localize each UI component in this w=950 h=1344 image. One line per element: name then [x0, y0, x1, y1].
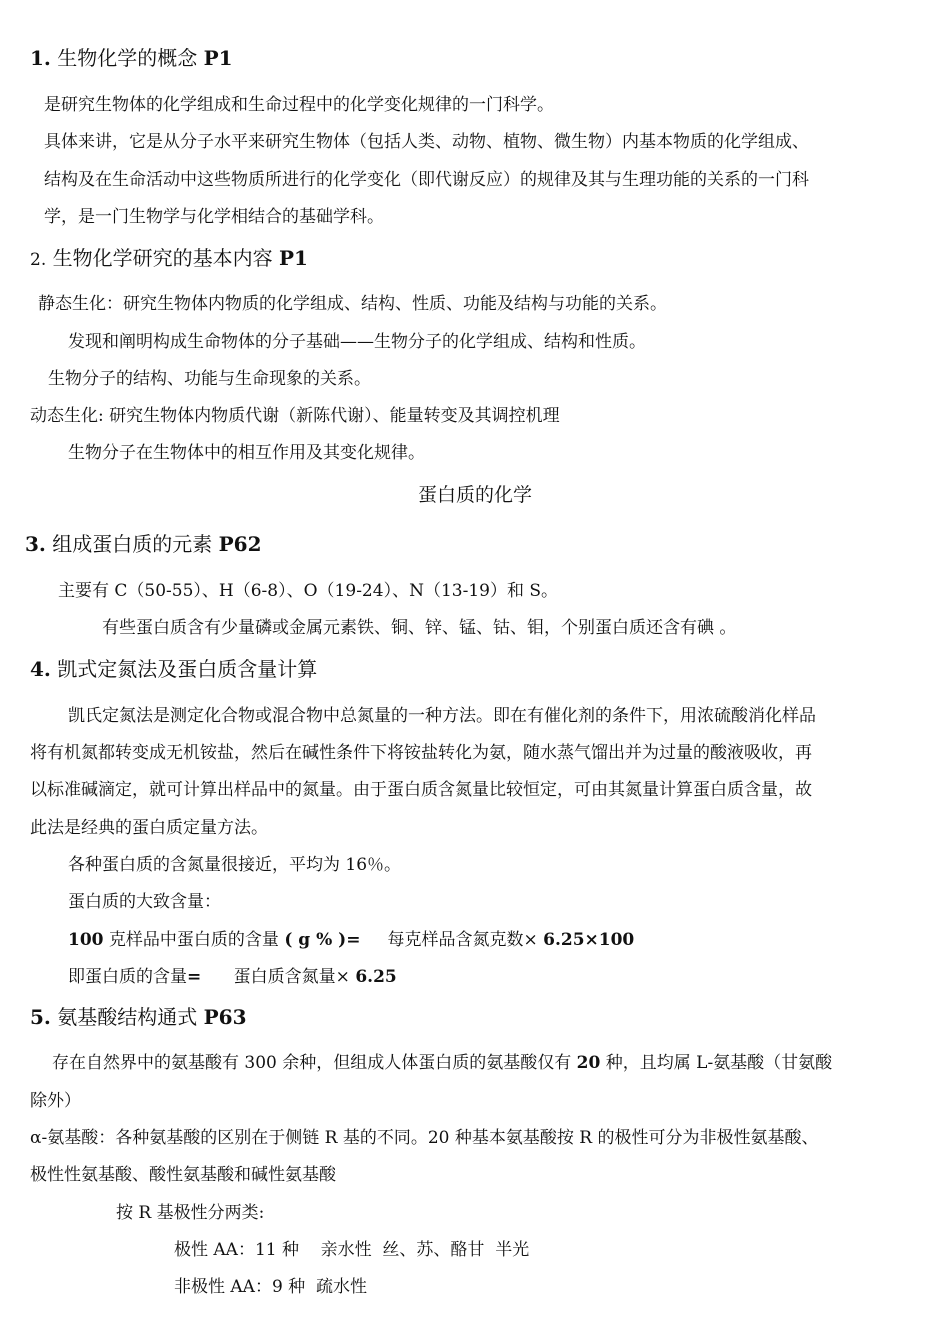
paragraph-line: 按 R 基极性分两类:	[116, 1203, 265, 1223]
section-title: 生物化学的概念	[57, 46, 198, 70]
text-part: 种，且均属 L-氨基酸（甘氨酸	[600, 1053, 833, 1073]
paragraph-line: 以标准碱滴定，就可计算出样品中的氮量。由于蛋白质含氮量比较恒定，可由其氮量计算蛋白质含量，故	[30, 780, 812, 800]
formula-part: 每克样品含氮克数×	[360, 930, 544, 950]
formula-line	[68, 966, 397, 988]
paragraph-line: 极性 AA：11 种 亲水性 丝、苏、酪甘 半光	[174, 1240, 530, 1260]
paragraph-line: 静态生化：研究生物体内物质的化学组成、结构、性质、功能及结构与功能的关系。	[38, 294, 667, 314]
section-4-heading	[30, 656, 317, 682]
section-title: 组成蛋白质的元素	[52, 532, 213, 556]
paragraph-line: α-氨基酸：各种氨基酸的区别在于侧链 R 基的不同。20 种基本氨基酸按 R 的极性可分为非极性氨基酸、	[30, 1128, 819, 1148]
formula-part: 克样品中蛋白质的含量	[103, 930, 285, 950]
formula-part: 6.25×100	[543, 930, 635, 950]
paragraph-line	[52, 1052, 832, 1074]
text-part: 20	[576, 1053, 601, 1073]
paragraph-line: 主要有 C（50-55）、H（6-8）、O（19-24）、N（13-19）和 S。	[58, 581, 558, 601]
section-title: 氨基酸结构通式	[57, 1005, 198, 1029]
paragraph-line: 极性性氨基酸、酸性氨基酸和碱性氨基酸	[30, 1165, 336, 1185]
section-number: 1.	[30, 46, 51, 70]
chapter-title: 蛋白质的化学	[417, 484, 532, 506]
paragraph-line: 凯氏定氮法是测定化合物或混合物中总氮量的一种方法。即在有催化剂的条件下，用浓硫酸消化样品	[68, 706, 816, 726]
paragraph-line	[30, 405, 560, 427]
paragraph-line: 生物分子在生物体中的相互作用及其变化规律。	[68, 443, 425, 463]
page-ref: P62	[218, 532, 262, 556]
paragraph-line: 学，是一门生物学与化学相结合的基础学科。	[44, 207, 384, 227]
text-part: 存在自然界中的氨基酸有 300 余种，但组成人体蛋白质的氨基酸仅有	[52, 1053, 577, 1073]
page-ref: P63	[203, 1005, 247, 1029]
paragraph-line: 除外）	[30, 1091, 81, 1111]
paragraph-line: 是研究生物体的化学组成和生命过程中的化学变化规律的一门科学。	[44, 95, 554, 115]
paragraph-line: 各种蛋白质的含氮量很接近，平均为 16％。	[68, 855, 402, 875]
paragraph-line: 将有机氮都转变成无机铵盐，然后在碱性条件下将铵盐转化为氨，随水蒸气馏出并为过量的酸液吸收，再	[30, 743, 812, 763]
dynamic-label: 动态生化:	[30, 406, 104, 426]
formula-line	[68, 929, 634, 951]
section-number: 3.	[25, 532, 46, 556]
formula-part: 6.25	[355, 967, 397, 987]
formula-part: 100	[68, 930, 104, 950]
paragraph-line: 具体来讲，它是从分子水平来研究生物体（包括人类、动物、植物、微生物）内基本物质的化学组成、	[44, 132, 809, 152]
section-5-heading	[30, 1004, 246, 1030]
dynamic-text: 研究生物体内物质代谢（新陈代谢）、能量转变及其调控机理	[103, 406, 560, 426]
section-number: 2.	[30, 250, 47, 270]
paragraph-line: 此法是经典的蛋白质定量方法。	[30, 818, 268, 838]
section-title: 生物化学研究的基本内容	[52, 246, 273, 270]
section-3-heading	[25, 531, 261, 557]
formula-part: 即蛋白质的含量	[68, 967, 187, 987]
paragraph-line: 蛋白质的大致含量：	[68, 892, 221, 912]
paragraph-line: 有些蛋白质含有少量磷或金属元素铁、铜、锌、锰、钴、钼，个别蛋白质还含有碘 。	[102, 618, 737, 638]
formula-part: 蛋白质含氮量×	[201, 967, 356, 987]
paragraph-line: 非极性 AA：9 种 疏水性	[174, 1277, 367, 1297]
formula-part: ( g % )=	[284, 930, 361, 950]
section-2-heading	[30, 245, 308, 273]
paragraph-line: 生物分子的结构、功能与生命现象的关系。	[48, 369, 371, 389]
section-number: 5.	[30, 1005, 51, 1029]
paragraph-line: 结构及在生命活动中这些物质所进行的化学变化（即代谢反应）的规律及其与生理功能的关系的一门科	[44, 170, 809, 190]
section-1-heading	[30, 45, 233, 71]
section-title: 凯式定氮法及蛋白质含量计算	[57, 657, 318, 681]
page-ref: P1	[203, 46, 233, 70]
section-number: 4.	[30, 657, 51, 681]
page-ref: P1	[278, 246, 308, 270]
formula-part: =	[187, 967, 202, 987]
paragraph-line: 发现和阐明构成生命物体的分子基础——生物分子的化学组成、结构和性质。	[68, 332, 646, 352]
